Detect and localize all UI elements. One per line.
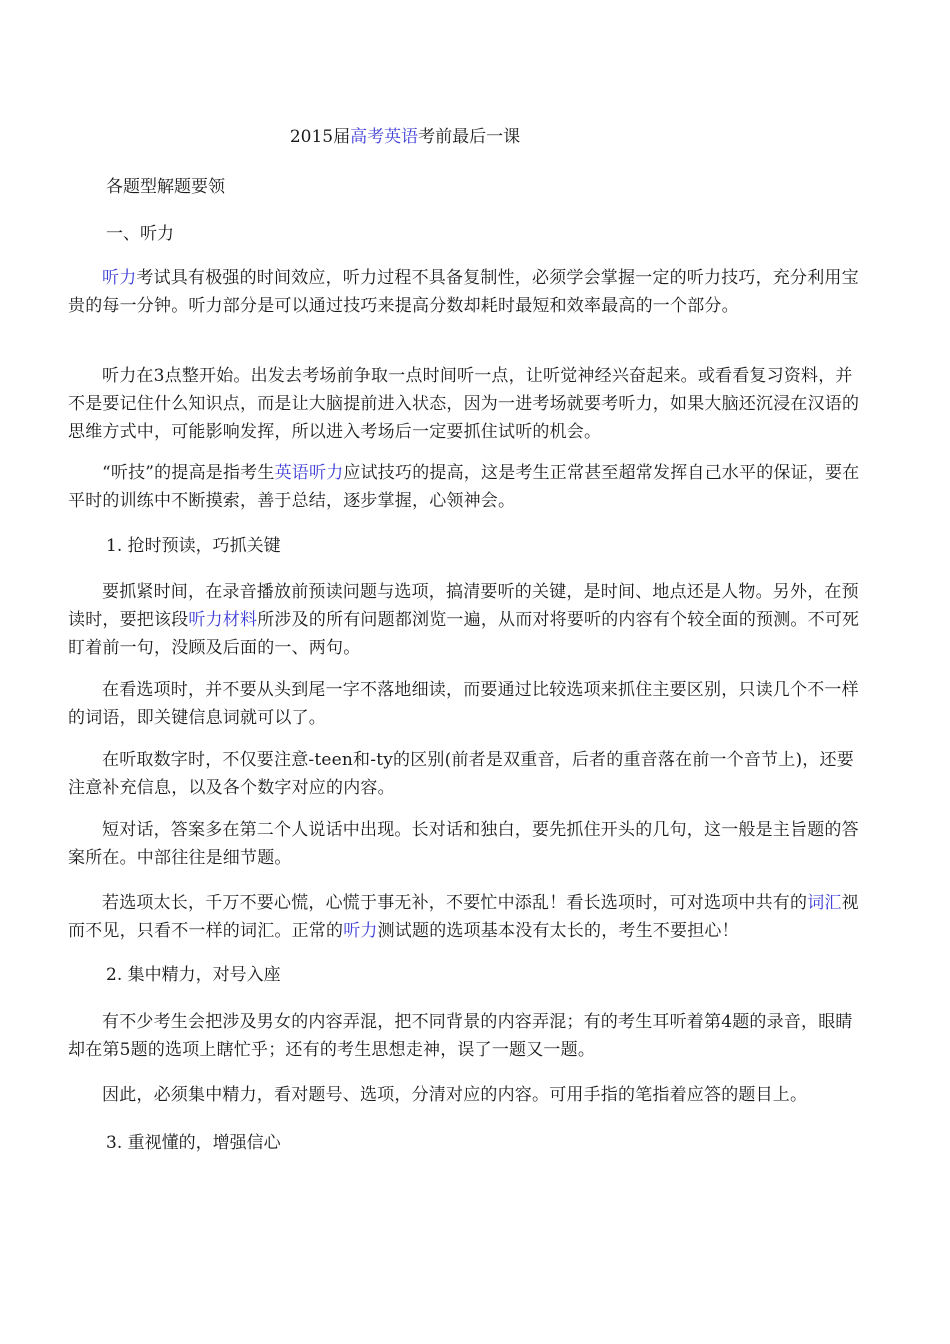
paragraph-4 (68, 578, 864, 662)
paragraph-6: 在听取数字时，不仅要注意-teen和-ty的区别(前者是双重音，后者的重音落在前一个音节上)，还要注意补充信息，以及各个数字对应的内容。 (68, 750, 854, 798)
subheading-3: 3. 重视懂的，增强信心 (106, 1133, 281, 1153)
link-vocabulary[interactable]: 词汇 (807, 893, 842, 913)
paragraph-4-post: 所涉及的所有问题都浏览一遍，从而对将要听的内容有个较全面的预测。不可死盯着前一句，没顾及后面的一、两句。 (68, 610, 860, 658)
subtitle: 各题型解题要领 (106, 177, 225, 197)
link-listening[interactable]: 听力 (102, 268, 137, 288)
paragraph-3-post: 应试技巧的提高，这是考生正常甚至超常发挥自己水平的保证，要在平时的训练中不断摸索，善于总结，逐步掌握，心领神会。 (68, 463, 860, 511)
paragraph-9: 有不少考生会把涉及男女的内容弄混，把不同背景的内容弄混；有的考生耳听着第4题的录音，眼睛却在第5题的选项上瞎忙乎；还有的考生思想走神，误了一题又一题。 (68, 1012, 853, 1060)
paragraph-3 (68, 459, 864, 515)
paragraph-5: 在看选项时，并不要从头到尾一字不落地细读，而要通过比较选项来抓住主要区别，只读几个不一样的词语，即关键信息词就可以了。 (68, 680, 859, 728)
section-heading-listening: 一、听力 (106, 224, 174, 244)
paragraph-2: 听力在3点整开始。出发去考场前争取一点时间听一点，让听觉神经兴奋起来。或看看复习资料，并不是要记住什么知识点，而是让大脑提前进入状态，因为一进考场就要考听力，如果大脑还沉浸在汉语的思维方式中，可能影响发挥，所以进入考场后一定要抓住试听的机会。 (68, 366, 860, 442)
paragraph-7: 短对话，答案多在第二个人说话中出现。长对话和独白，要先抓住开头的几句，这一般是主旨题的答案所在。中部往往是细节题。 (68, 820, 859, 868)
paragraph-1 (68, 264, 864, 320)
title-prefix: 2015届 (289, 127, 351, 147)
title-link-gaokao-english[interactable]: 高考英语 (350, 127, 419, 147)
subheading-1: 1. 抢时预读，巧抓关键 (106, 536, 281, 556)
paragraph-8-pre: 若选项太长，千万不要心慌，心慌于事无补，不要忙中添乱！看长选项时，可对选项中共有的 (102, 893, 808, 913)
paragraph-4-pre: 要抓紧时间，在录音播放前预读问题与选项，搞清要听的关键，是时间、地点还是人物。另外，在预读时，要把该段 (68, 582, 859, 630)
paragraph-8-mid: 视而不见，只看不一样的词汇。正常的 (68, 893, 859, 941)
page-title (0, 124, 810, 150)
paragraph-8 (68, 889, 864, 945)
link-listening-material[interactable]: 听力材料 (188, 610, 258, 630)
paragraph-10: 因此，必须集中精力，看对题号、选项，分清对应的内容。可用手指的笔指着应答的题目上。 (102, 1085, 808, 1105)
link-english-listening[interactable]: 英语听力 (274, 463, 344, 483)
link-listening-2[interactable]: 听力 (343, 921, 378, 941)
paragraph-3-pre: “听技”的提高是指考生 (102, 463, 275, 483)
paragraph-8-post: 测试题的选项基本没有太长的，考生不要担心！ (377, 921, 739, 941)
subheading-2: 2. 集中精力，对号入座 (106, 965, 281, 985)
title-suffix: 考前最后一课 (418, 127, 521, 147)
paragraph-1-text: 考试具有极强的时间效应，听力过程不具备复制性，必须学会掌握一定的听力技巧，充分利用宝贵的每一分钟。听力部分是可以通过技巧来提高分数却耗时最短和效率最高的一个部分。 (68, 268, 859, 316)
